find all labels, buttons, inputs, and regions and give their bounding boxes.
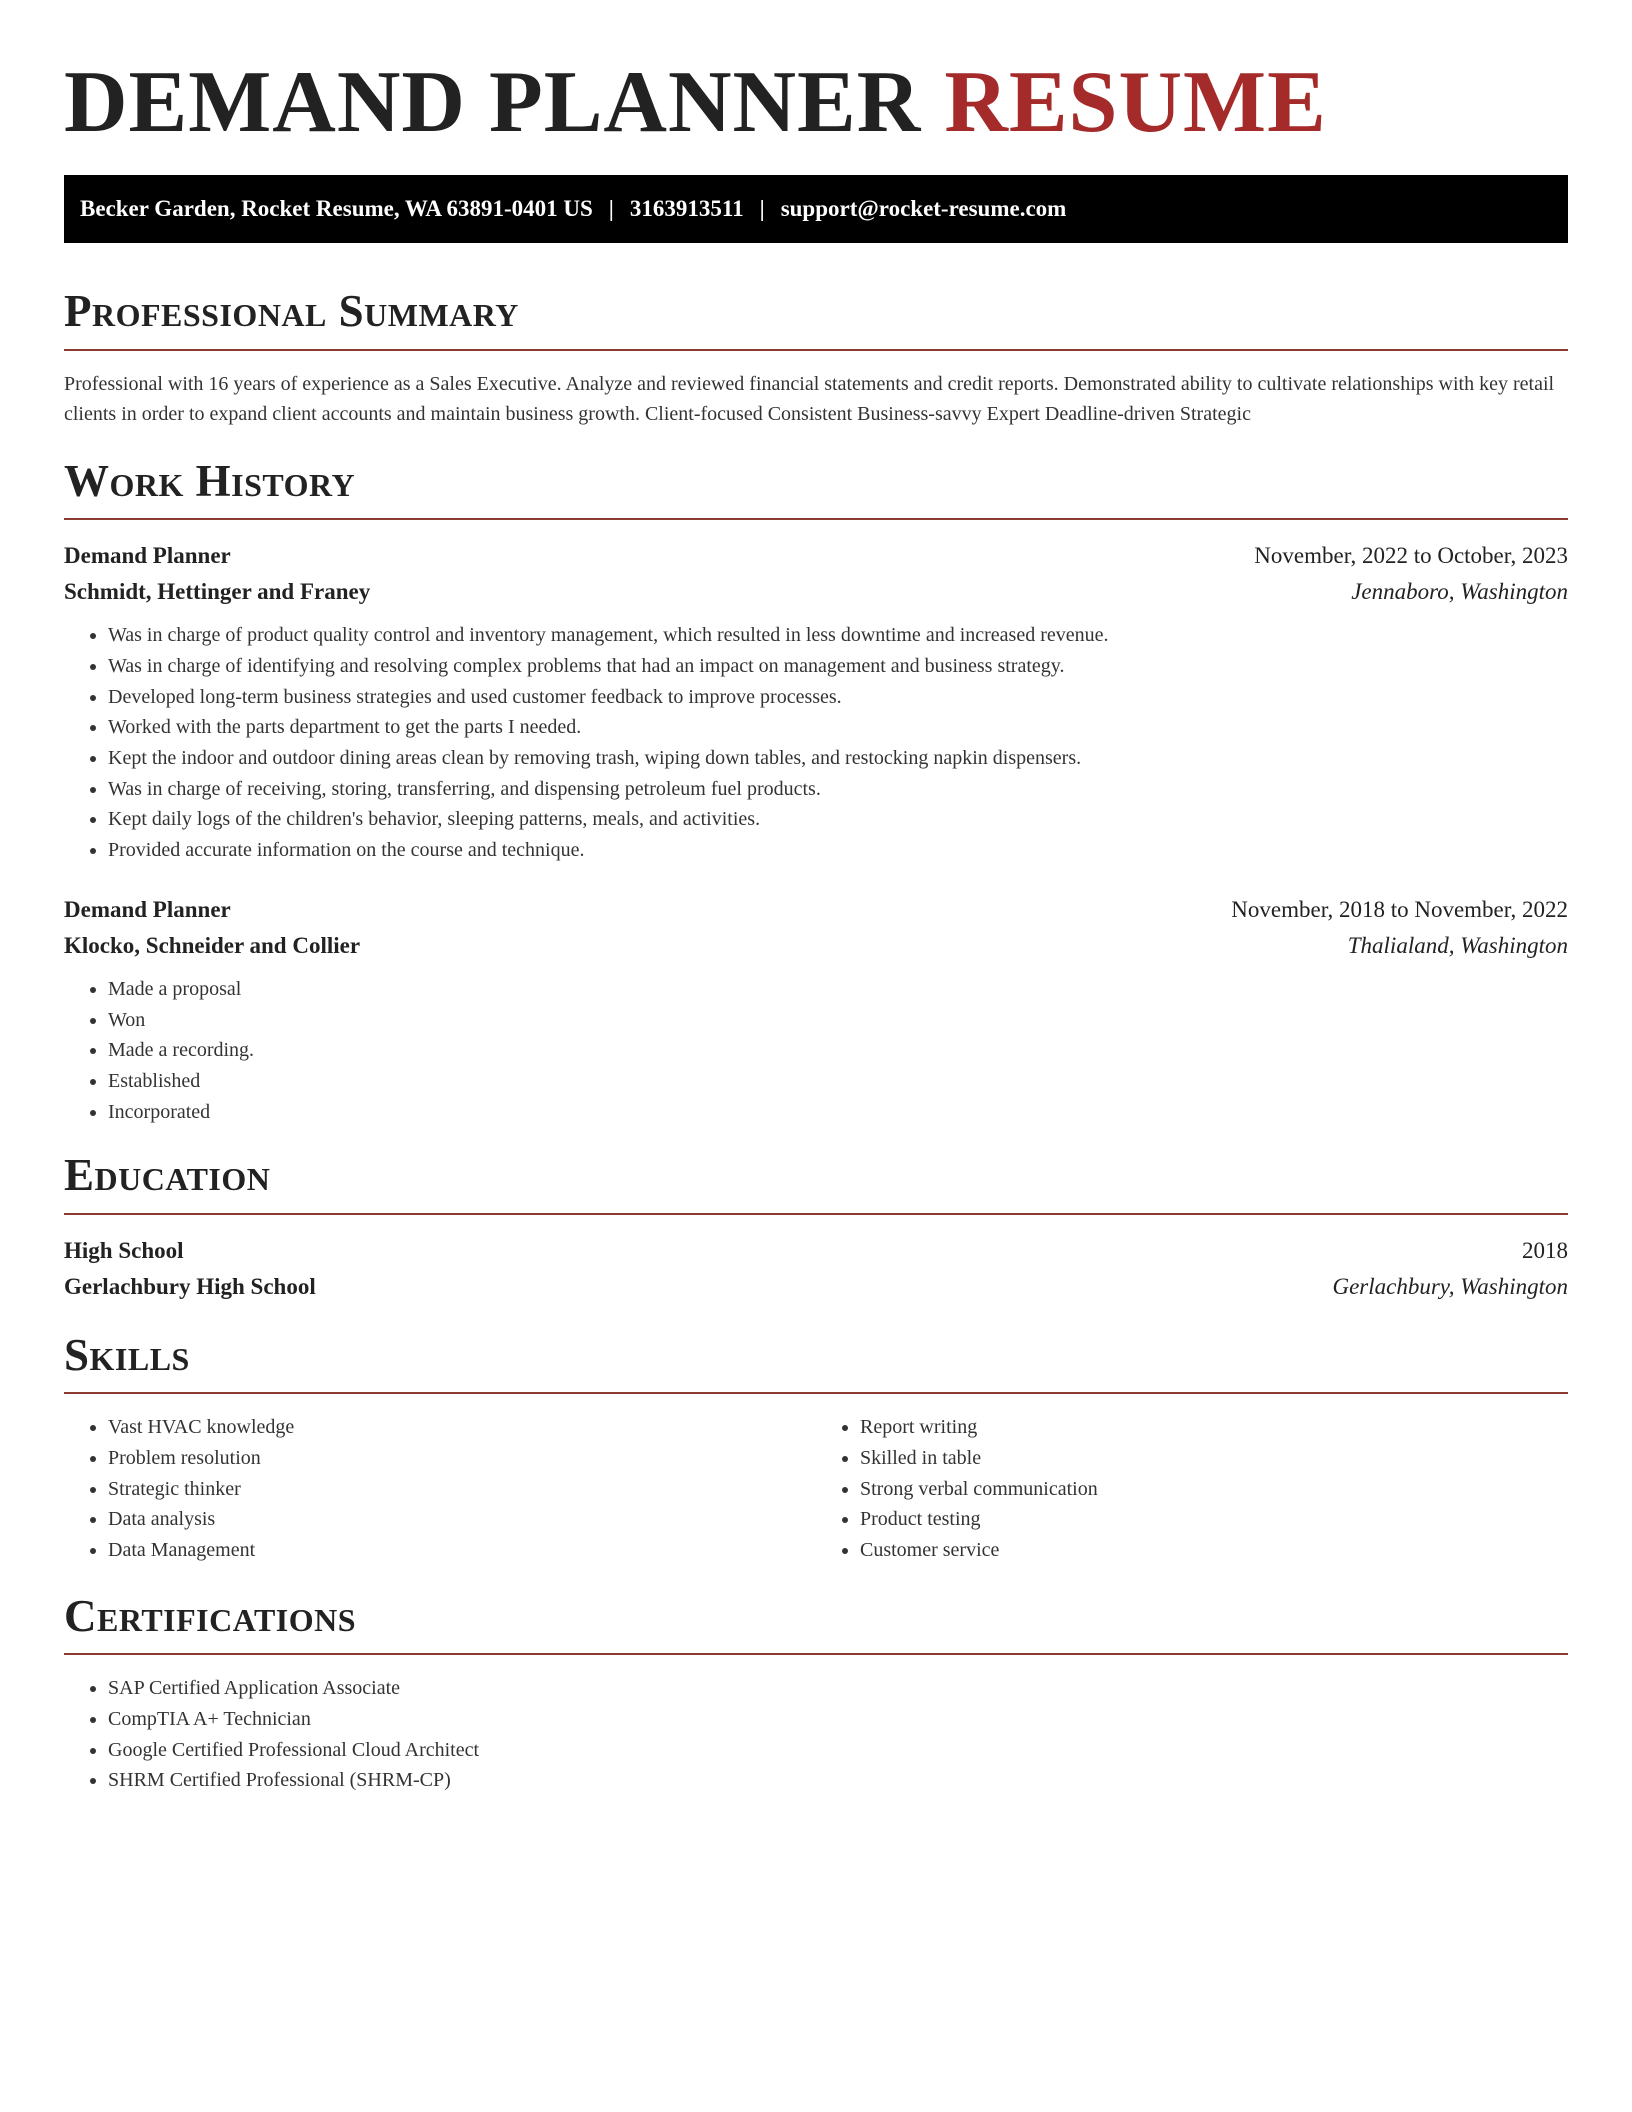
certifications-list	[64, 1673, 1568, 1796]
job-company-row	[64, 574, 1568, 610]
education-location: Gerlachbury, Washington	[1332, 1273, 1568, 1299]
job-company: Klocko, Schneider and Collier	[64, 932, 361, 958]
skill-item: • Strong verbal communication	[860, 1474, 1568, 1505]
summary-section	[64, 287, 1568, 429]
certifications-heading: Certifications	[64, 1590, 357, 1641]
education-heading: Education	[64, 1150, 271, 1201]
job-company: Schmidt, Hettinger and Franey	[64, 579, 371, 605]
job-bullets	[64, 974, 1568, 1128]
contact-bar	[64, 175, 1568, 243]
certifications-section	[64, 1592, 1568, 1796]
job-bullet: • Established	[108, 1066, 1568, 1097]
section-divider	[64, 1213, 1568, 1215]
job-title: Demand Planner	[64, 543, 231, 569]
contact-separator: |	[608, 196, 614, 222]
education-header-row	[64, 1233, 1568, 1269]
education-school-row	[64, 1269, 1568, 1305]
job-bullet: • Developed long-term business strategies and used customer feedback to improve processes.	[108, 682, 1568, 713]
title-main: DEMAND PLANNER	[64, 54, 922, 151]
skill-item: • Report writing	[860, 1412, 1568, 1443]
contact-address: Becker Garden, Rocket Resume, WA 63891-0401 US	[80, 196, 593, 222]
education-section	[64, 1151, 1568, 1305]
work-history-heading: Work History	[64, 455, 356, 506]
job-bullet: • Kept daily logs of the children's behavior, sleeping patterns, meals, and activities.	[108, 804, 1568, 835]
skill-item: • Skilled in table	[860, 1443, 1568, 1474]
skill-item: • Customer service	[860, 1535, 1568, 1566]
skill-item: • Strategic thinker	[108, 1474, 816, 1505]
section-divider	[64, 518, 1568, 520]
job-bullet: • Was in charge of product quality control and inventory management, which resulted in less downtime and increased revenue.	[108, 620, 1568, 651]
job-entry	[64, 538, 1568, 866]
contact-email: support@rocket-resume.com	[780, 196, 1067, 222]
job-bullet: • Worked with the parts department to get the parts I needed.	[108, 712, 1568, 743]
skills-section	[64, 1331, 1568, 1566]
summary-text: Professional with 16 years of experience as a Sales Executive. Analyze and reviewed financial statements and credit reports. Demonstrated ability to cultivate relationships with key retail clients in order to expand client accounts and maintain business growth. Client-focused Consistent Business-savvy Expert Deadline-driven Strategic	[64, 372, 1555, 425]
skills-grid	[64, 1412, 1568, 1566]
contact-separator: |	[759, 196, 765, 222]
skill-item: • Product testing	[860, 1504, 1568, 1535]
skill-item: • Data Management	[108, 1535, 816, 1566]
job-header-row	[64, 892, 1568, 928]
job-title: Demand Planner	[64, 896, 231, 922]
section-divider	[64, 349, 1568, 351]
job-bullets	[64, 620, 1568, 866]
work-history-section	[64, 457, 1568, 1128]
job-dates: November, 2022 to October, 2023	[1254, 543, 1568, 569]
education-school: Gerlachbury High School	[64, 1273, 316, 1299]
resume-title	[64, 52, 1568, 153]
skills-heading: Skills	[64, 1329, 190, 1380]
job-bullet: • Incorporated	[108, 1097, 1568, 1128]
education-degree: High School	[64, 1237, 184, 1263]
certification-item: • Google Certified Professional Cloud Architect	[108, 1735, 1568, 1766]
section-divider	[64, 1653, 1568, 1655]
summary-heading: Professional Summary	[64, 286, 519, 337]
certification-item: • CompTIA A+ Technician	[108, 1704, 1568, 1735]
job-bullet: • Provided accurate information on the course and technique.	[108, 835, 1568, 866]
job-bullet: • Was in charge of identifying and resolving complex problems that had an impact on management and business strategy.	[108, 651, 1568, 682]
skill-item: • Vast HVAC knowledge	[108, 1412, 816, 1443]
contact-phone: 3163913511	[629, 196, 744, 222]
job-location: Jennaboro, Washington	[1351, 579, 1568, 605]
title-accent: RESUME	[944, 54, 1327, 151]
job-bullet: • Was in charge of receiving, storing, transferring, and dispensing petroleum fuel products.	[108, 774, 1568, 805]
skills-list-left	[64, 1412, 816, 1566]
job-dates: November, 2018 to November, 2022	[1231, 896, 1568, 922]
certification-item: • SHRM Certified Professional (SHRM-CP)	[108, 1765, 1568, 1796]
skill-item: • Data analysis	[108, 1504, 816, 1535]
education-year: 2018	[1522, 1237, 1568, 1263]
job-entry	[64, 892, 1568, 1128]
job-company-row	[64, 928, 1568, 964]
section-divider	[64, 1392, 1568, 1394]
job-bullet: • Made a proposal	[108, 974, 1568, 1005]
job-header-row	[64, 538, 1568, 574]
skills-list-right	[816, 1412, 1568, 1566]
job-bullet: • Made a recording.	[108, 1035, 1568, 1066]
certification-item: • SAP Certified Application Associate	[108, 1673, 1568, 1704]
job-location: Thalialand, Washington	[1347, 932, 1568, 958]
job-bullet: • Won	[108, 1005, 1568, 1036]
skill-item: • Problem resolution	[108, 1443, 816, 1474]
job-bullet: • Kept the indoor and outdoor dining areas clean by removing trash, wiping down tables, and restocking napkin dispensers.	[108, 743, 1568, 774]
